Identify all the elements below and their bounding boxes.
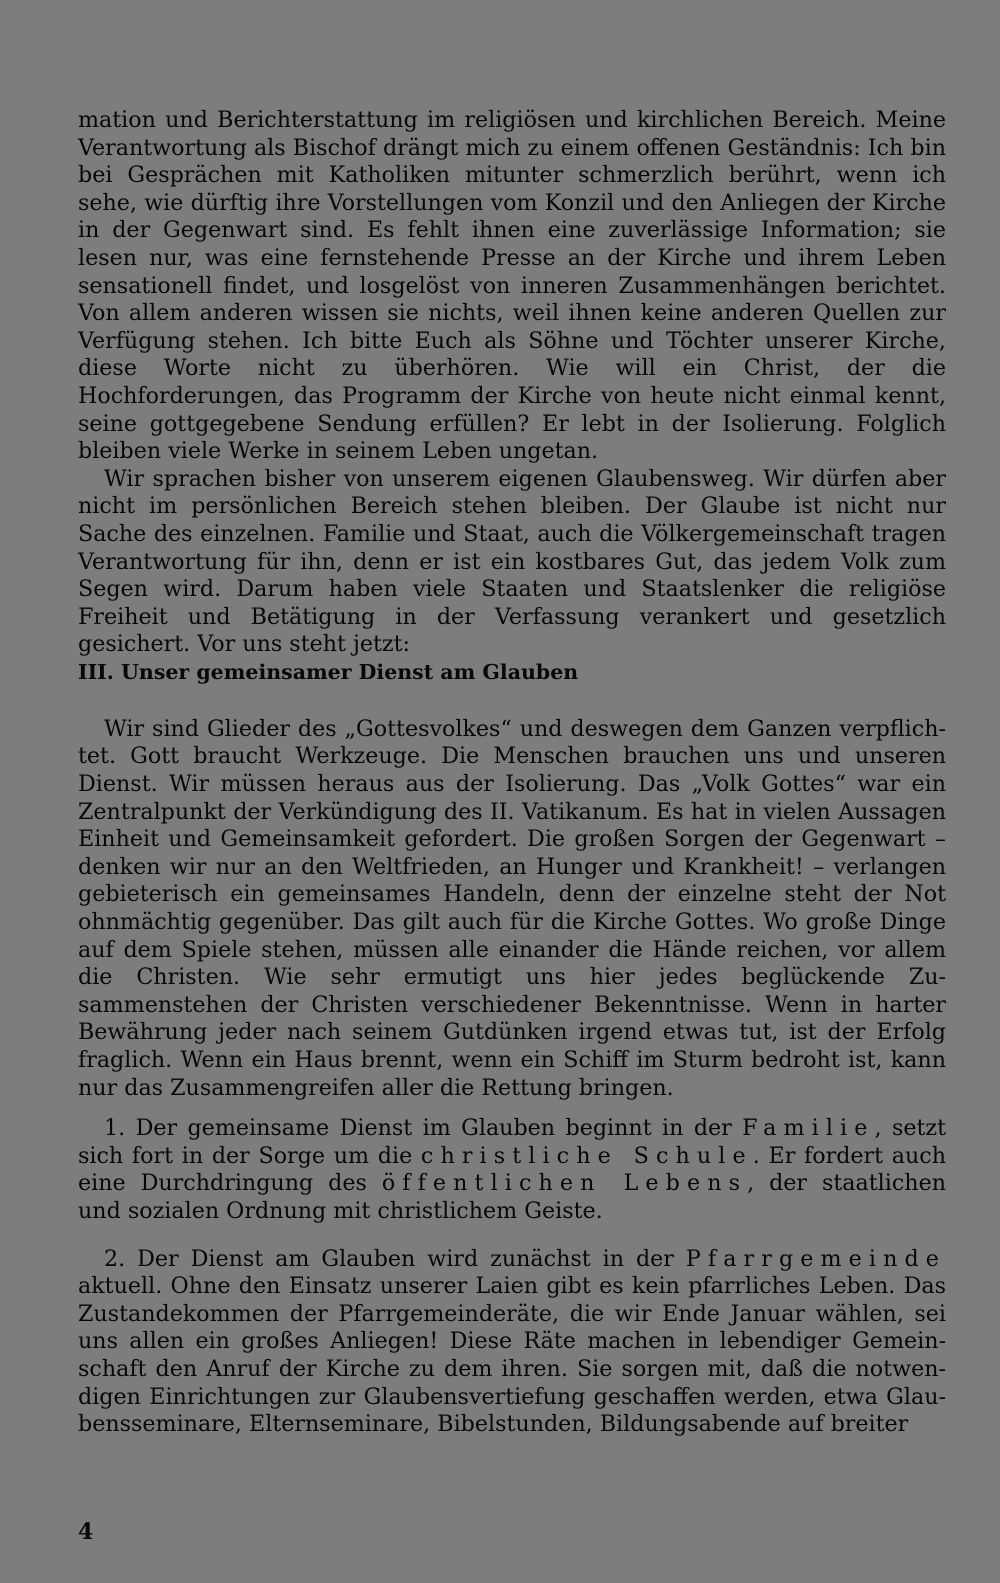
paragraph-glaubensweg: Wir sprachen bisher von unserem eigenen Glaubensweg. Wir dürfen aber nicht im persönlichen Bereich stehen bleiben. Der Glaube ist nicht nur Sache des einzelnen. Familie und Staat, auch die Völkergemeinschaft tragen Verantwortung für ihn, denn er ist ein kostbares Gut, das jedem Volk zum Segen wird. Darum haben viele Staaten und Staatslenker die religiöse Freiheit und Betätigung in der Verfassung verankert und gesetzlich gesichert. Vor uns steht jetzt: [78,465,946,658]
item1-text-3: . Er fordert auch eine Durchdringung des [78,1142,947,1197]
item2-emphasis-pfarrgemeinde: Pfarrgemeinde [685,1245,946,1272]
item1-emphasis-familie: Familie [742,1115,875,1142]
section-heading: III. Unser gemeinsamer Dienst am Glauben [78,659,579,684]
item1-text-4: , der staatlichen und sozialen Ordnung mit christlichem Geiste. [78,1170,947,1224]
paragraph-information: mation und Berichterstattung im religiösen und kirchlichen Bereich. Meine Verantwortung als Bischof drängt mich zu einem offenen Geständnis: Ich bin bei Gesprächen mit Katholiken mitunter schmerzlich berührt, wenn ich sehe, wie dürftig ihre Vorstellungen vom Konzil und den Anliegen der Kirche in der Gegenwart sind. Es fehlt ihnen eine zuverlässige Information; sie lesen nur, was eine fernstehende Presse an der Kirche und ihrem Leben sensationell findet, und losgelöst von inneren Zusammenhängen berichtet. Von allem anderen wissen sie nichts, weil ihnen keine anderen Quellen zur Verfügung stehen. Ich bitte Euch als Söhne und Töchter unserer Kirche, diese Worte nicht zu überhören. Wie will ein Christ, der die Hochforderungen, das Programm der Kirche von heute nicht einmal kennt, seine gottgegebene Sendung erfüllen? Er lebt in der Isolierung. Folglich bleiben viele Werke in seinem Leben ungetan. [78,107,946,465]
document-page [78,107,946,1439]
item1-text-2: , setzt sich fort in der Sorge um die [78,1115,946,1169]
item1-text-1: 1. Der gemeinsame Dienst im Glauben beginnt in der [104,1115,743,1142]
list-item-1 [78,1115,946,1225]
paragraph-gottesvolk: Wir sind Glieder des „Gottesvolkes“ und deswegen dem Ganzen verpflichtet. Gott braucht Werkzeuge. Die Menschen brauchen uns und unseren Dienst. Wir müssen heraus aus der Isolierung. Das „Volk Gottes“ war ein Zentralpunkt der Verkündigung des II. Vatikanum. Es hat in vielen Aussagen Einheit und Gemeinsamkeit gefordert. Die großen Sorgen der Gegenwart – denken wir nur an den Weltfrieden, an Hunger und Krankheit! – verlangen gebieterisch ein gemeinsames Handeln, denn der einzelne steht der Not ohnmächtig gegenüber. Das gilt auch für die Kirche Gottes. Wo große Dinge auf dem Spiele stehen, müssen alle einander die Hände reichen, vor allem die Christen. Wie sehr ermutigt uns hier jedes beglückende Zusammenstehen der Christen verschiedener Bekenntnisse. Wenn in harter Bewährung jeder nach seinem Gutdünken irgend etwas tut, ist der Erfolg fraglich. Wenn ein Haus brennt, wenn ein Schiff im Sturm bedroht ist, kann nur das Zusammengreifen aller die Rettung bringen. [78,715,946,1101]
list-item-2 [78,1246,946,1439]
item2-text-1: 2. Der Dienst am Glauben wird zunächst in der [104,1245,686,1272]
item1-emphasis-oeffentliches-leben: öffentlichen Lebens [381,1170,748,1197]
page-number: 4 [78,1519,94,1545]
item2-text-2: aktuell. Ohne den Einsatz unserer Laien gibt es kein pfarrliches Leben. Das Zustandekommen der Pfarrgemeinderäte, die wir Ende Januar wählen, sei uns allen ein großes Anliegen! Diese Räte machen in lebendiger Gemeinschaft den Anruf der Kirche zu dem ihren. Sie sorgen mit, daß die notwendigen Einrichtungen zur Glaubensvertiefung geschaffen werden, etwa Glaubensseminare, Elternseminare, Bibelstunden, Bildungsabende auf breiter [78,1273,946,1438]
item1-emphasis-schule: christliche Schule [420,1142,753,1169]
